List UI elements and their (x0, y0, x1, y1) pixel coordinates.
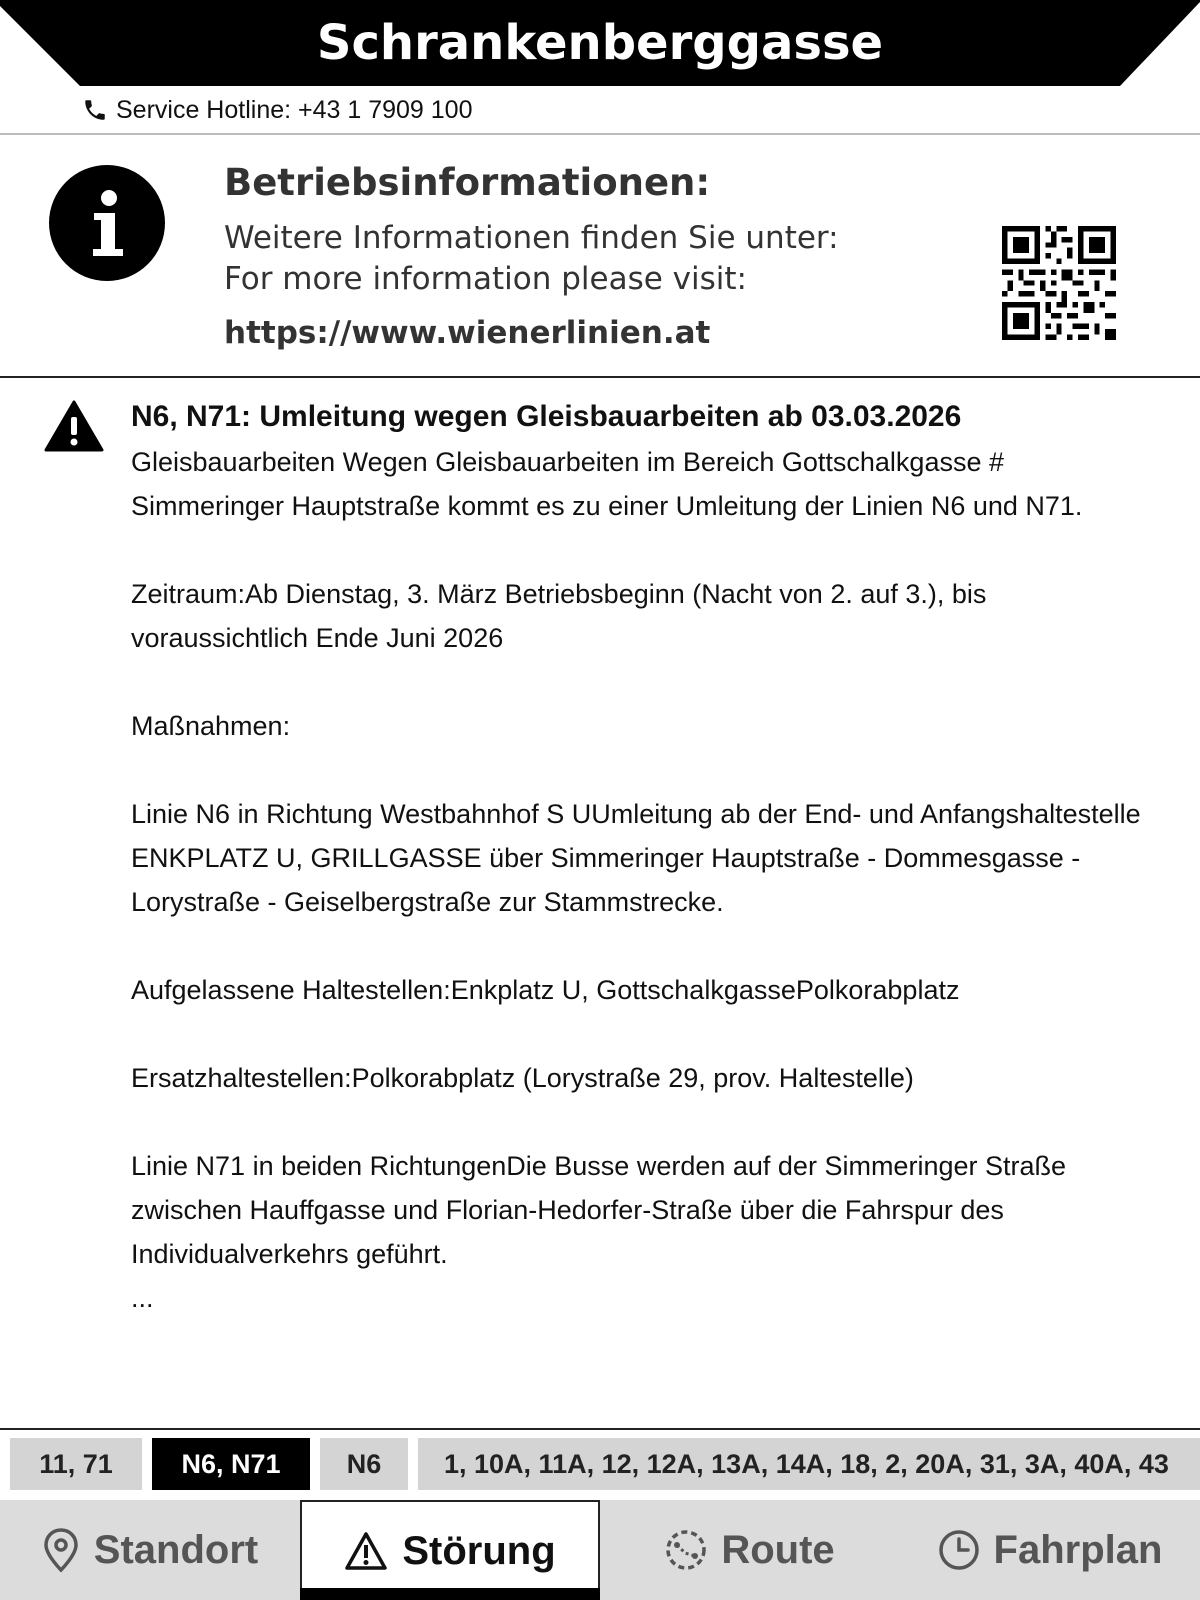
phone-icon (82, 97, 108, 123)
qr-code[interactable] (1002, 226, 1116, 340)
disruption-ellipsis: ... (131, 1283, 154, 1313)
warning-icon (344, 1531, 388, 1571)
divider (0, 133, 1200, 135)
nav-fahrplan[interactable] (900, 1500, 1200, 1600)
nav-stoerung[interactable] (300, 1500, 600, 1600)
disruption-paragraph: Gleisbauarbeiten Wegen Gleisbauarbeiten im Bereich Gottschalkgasse # Simmeringer Hauptstraße kommt es zu einer Umleitung der Linien N6 und N71. (131, 447, 1083, 521)
disruption-title: N6, N71: Umleitung wegen Gleisbauarbeiten ab 03.03.2026 (131, 400, 962, 433)
nav-label: Standort (93, 1527, 259, 1572)
line-tab-all-lines[interactable]: 1, 10A, 11A, 12, 12A, 13A, 14A, 18, 2, 20A, 31, 3A, 40A, 43 (418, 1438, 1200, 1490)
info-title: Betriebsinformationen: (224, 161, 711, 204)
line-tab-n6-n71[interactable]: N6, N71 (152, 1438, 310, 1490)
disruption-paragraph: Maßnahmen: (131, 711, 291, 741)
disruption-paragraph: Linie N6 in Richtung Westbahnhof S UUmleitung ab der End- und Anfangshaltestelle ENKPLATZ U, GRILLGASSE über Simmeringer Hauptstraße - Dommesgasse - Lorystraße - Geiselbergstraße zur Stammstrecke. (131, 799, 1141, 917)
divider (0, 1428, 1200, 1430)
disruption-paragraph: Zeitraum:Ab Dienstag, 3. März Betriebsbeginn (Nacht von 2. auf 3.), bis voraussichtlich Ende Juni 2026 (131, 579, 987, 653)
nav-label: Fahrplan (993, 1527, 1163, 1572)
bottom-navigation (0, 1500, 1200, 1600)
hotline-text: Service Hotline: +43 1 7909 100 (116, 95, 473, 124)
clock-icon (938, 1529, 980, 1571)
active-indicator (300, 1588, 600, 1600)
header-band (0, 0, 1200, 86)
divider (0, 376, 1200, 378)
info-text-de: Weitere Informationen finden Sie unter: (224, 220, 839, 256)
line-tab-n6[interactable]: N6 (320, 1438, 408, 1490)
info-icon (48, 164, 166, 282)
route-icon (665, 1529, 707, 1571)
disruption-body (131, 440, 1141, 1320)
info-text-en: For more information please visit: (224, 261, 747, 297)
warning-icon (44, 400, 104, 452)
line-tab-11-71[interactable]: 11, 71 (10, 1438, 142, 1490)
disruption-paragraph: Aufgelassene Haltestellen:Enkplatz U, GottschalkgassePolkorabplatz (131, 975, 960, 1005)
nav-label: Störung (402, 1528, 556, 1573)
info-url[interactable]: https://www.wienerlinien.at (224, 315, 711, 351)
line-filter-tabs (0, 1438, 1200, 1490)
disruption-paragraph: Linie N71 in beiden RichtungenDie Busse werden auf der Simmeringer Straße zwischen Hauffgasse und Florian-Hedorfer-Straße über die Fahrspur des Individualverkehrs geführt. (131, 1151, 1067, 1269)
service-hotline (82, 94, 473, 126)
nav-label: Route (721, 1527, 835, 1572)
disruption-paragraph: Ersatzhaltestellen:Polkorabplatz (Lorystraße 29, prov. Haltestelle) (131, 1063, 914, 1093)
nav-route[interactable] (600, 1500, 900, 1600)
nav-standort[interactable] (0, 1500, 300, 1600)
location-pin-icon (42, 1527, 80, 1573)
station-title: Schrankenberggasse (316, 15, 884, 71)
